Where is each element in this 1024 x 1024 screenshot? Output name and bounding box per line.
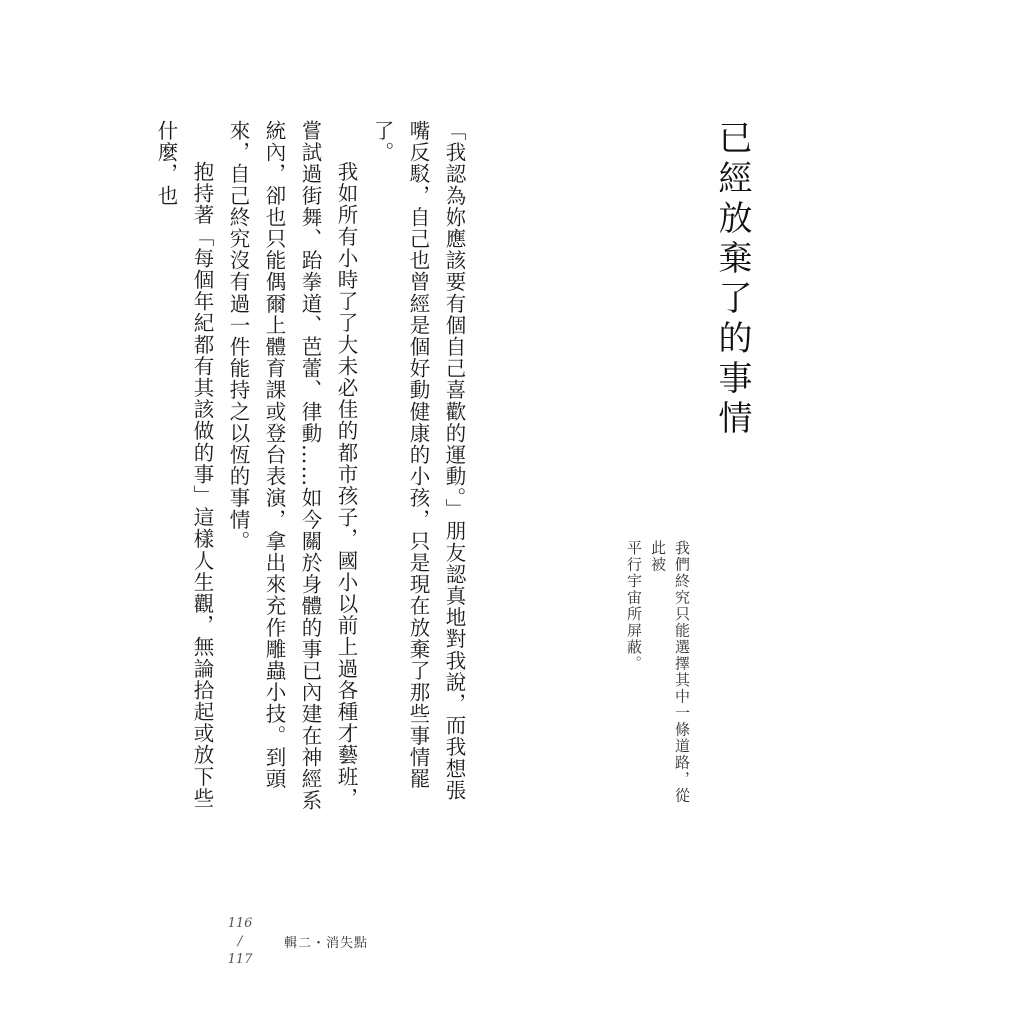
paragraph: 我如所有小時了了大未必佳的都市孩子，國小以前上過各種才藝班，嘗試過街舞、跆拳道、芭蕾、律動……如今關於身體的事已內建在神經系統內，卻也只能偶爾上體育課或登台表演，拿出來充作雕蟲小技。到頭來，自己終究沒有過一件能持之以恆的事情。 bbox=[226, 120, 358, 812]
body-text bbox=[148, 120, 472, 812]
chapter-subtitle bbox=[622, 540, 694, 810]
subtitle-line: 平行宇宙所屏蔽。 bbox=[625, 540, 643, 672]
paragraph: 「我認為妳應該要有個自己喜歡的運動。」朋友認真地對我說，而我想張嘴反駁，自己也曾經是個好動健康的小孩，只是現在放棄了那些事情罷了。 bbox=[370, 120, 466, 801]
chapter-title: 已經放棄了的事情 bbox=[712, 120, 752, 440]
page-number-right: 117 bbox=[227, 952, 253, 967]
running-head: 輯二・消失點 bbox=[284, 936, 369, 951]
paragraph: 抱持著「每個年紀都有其該做的事」這樣人生觀，無論拾起或放下些什麼，也 bbox=[154, 120, 214, 809]
page-number-left: 116 bbox=[227, 916, 253, 931]
page-number-separator: / bbox=[237, 934, 243, 949]
page-numbers bbox=[222, 915, 258, 969]
subtitle-line: 我們終究只能選擇其中一條道路，從此被 bbox=[649, 540, 691, 804]
